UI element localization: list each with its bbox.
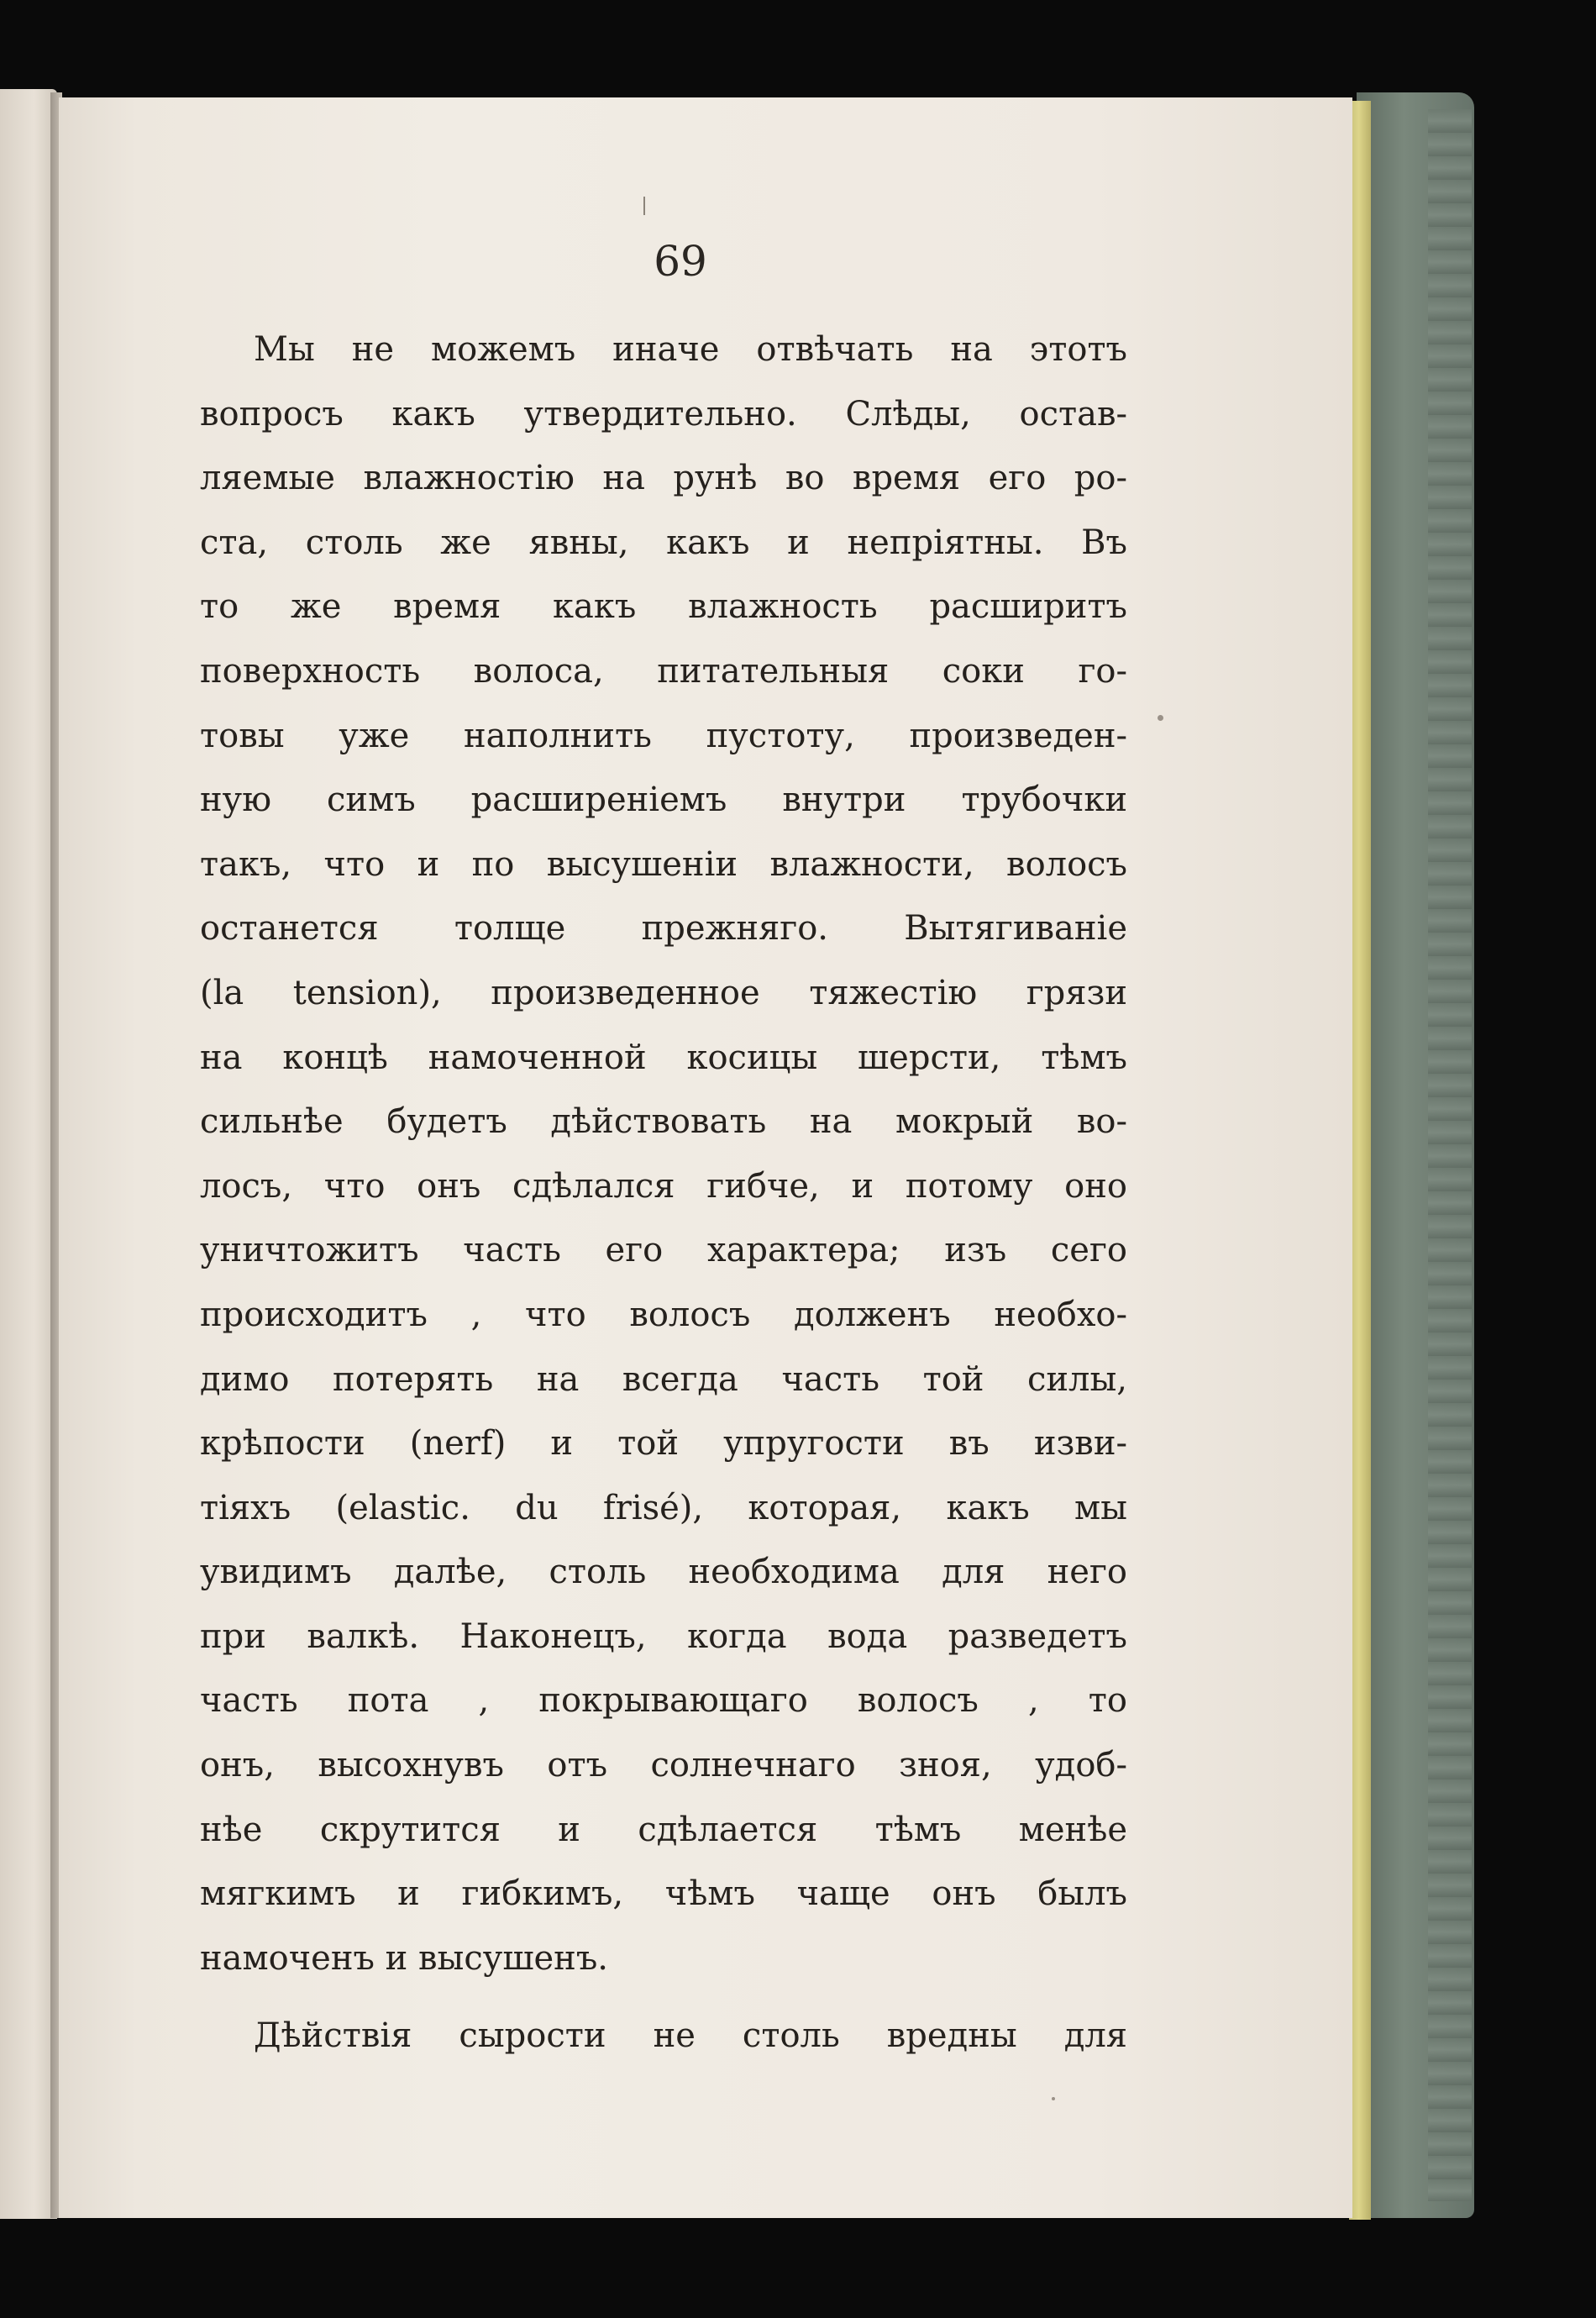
text-line: ляемые влажностію на рунѣ во время его ро-: [200, 459, 1127, 498]
body-text: [200, 318, 1127, 2068]
text-line: (la tension), произведенное тяжестію грязи: [200, 973, 1127, 1012]
text-line: Дѣйствія сырости не столь вредны для: [254, 2016, 1127, 2056]
text-line: крѣпости (nerf) и той упругости въ изви-: [200, 1424, 1127, 1464]
text-line: часть пота , покрывающаго волосъ , то: [200, 1681, 1127, 1721]
text-line: сильнѣе будетъ дѣйствовать на мокрый во-: [200, 1102, 1127, 1142]
text-line: уничтожитъ часть его характера; изъ сего: [200, 1231, 1127, 1270]
paper-speck: [1052, 2097, 1055, 2100]
text-line: Мы не можемъ иначе отвѣчать на этотъ: [254, 330, 1127, 369]
page-number: 69: [654, 237, 707, 286]
page-top-mark: [643, 197, 645, 215]
text-line: лосъ, что онъ сдѣлался гибче, и потому оно: [200, 1166, 1127, 1206]
text-line: намоченъ и высушенъ.: [200, 1938, 608, 1978]
text-line: на концѣ намоченной косицы шерсти, тѣмъ: [200, 1038, 1127, 1077]
cover-edge-texture: [1428, 109, 1472, 2201]
text-line: ную симъ расширеніемъ внутри трубочки: [200, 781, 1127, 820]
text-line: онъ, высохнувъ отъ солнечнаго зноя, удоб-: [200, 1746, 1127, 1785]
text-line: такъ, что и по высушеніи влажности, волосъ: [200, 844, 1127, 884]
text-line: товы уже наполнить пустоту, произведен-: [200, 716, 1127, 755]
text-line: димо потерять на всегда часть той силы,: [200, 1359, 1127, 1399]
text-line: мягкимъ и гибкимъ, чѣмъ чаще онъ былъ: [200, 1874, 1127, 1914]
text-line: вопросъ какъ утвердительно. Слѣды, остав-: [200, 394, 1127, 434]
text-line: ста, столь же явны, какъ и непріятны. Въ: [200, 523, 1127, 562]
text-line: увидимъ далѣе, столь необходима для него: [200, 1553, 1127, 1592]
paragraph-gap: [200, 1990, 1127, 2004]
text-line: при валкѣ. Наконецъ, когда вода разведетъ: [200, 1616, 1127, 1656]
text-line: происходитъ , что волосъ долженъ необхо-: [200, 1295, 1127, 1334]
text-line: останется толще прежняго. Вытягиваніе: [200, 909, 1127, 949]
text-line: поверхность волоса, питательныя соки го-: [200, 651, 1127, 691]
paper-speck: [1158, 715, 1163, 721]
text-line: нѣе скрутится и сдѣлается тѣмъ менѣе: [200, 1810, 1127, 1849]
text-line: то же время какъ влажность расширитъ: [200, 587, 1127, 627]
left-page-edge: [0, 89, 57, 2219]
text-line: тіяхъ (elastic. du frisé), которая, какъ мы: [200, 1488, 1127, 1527]
